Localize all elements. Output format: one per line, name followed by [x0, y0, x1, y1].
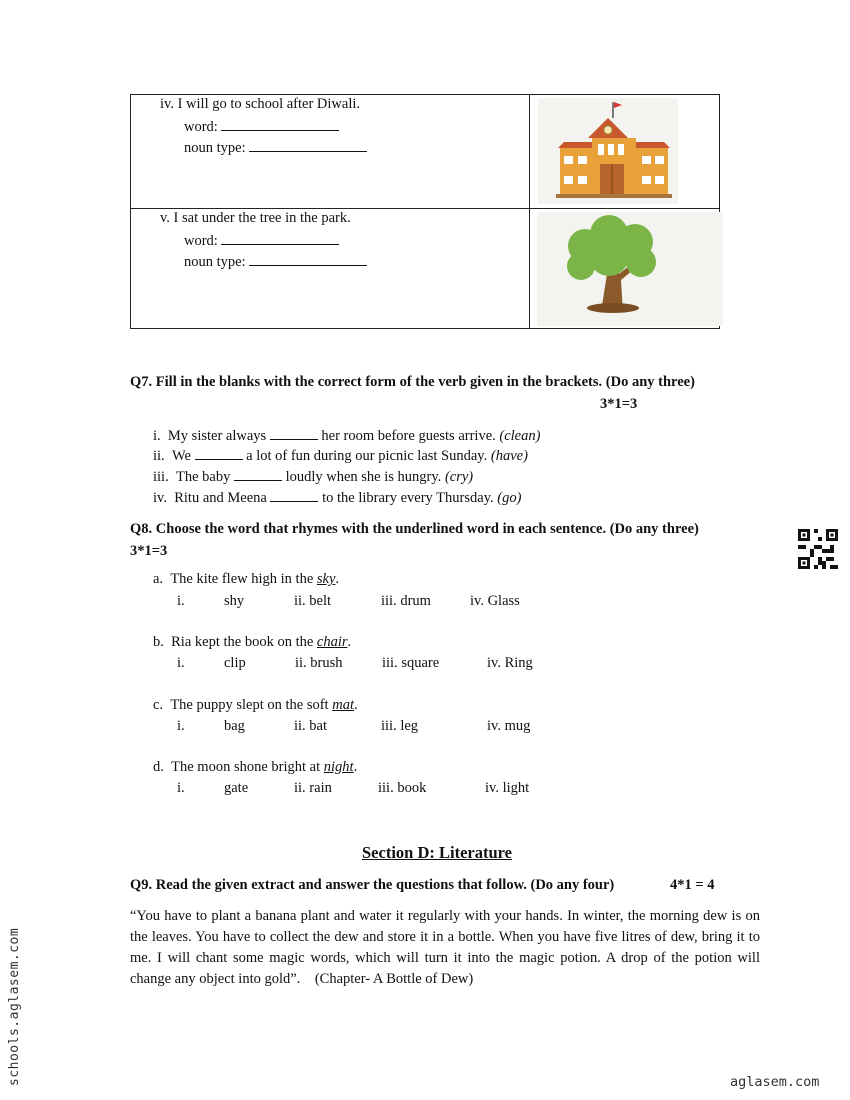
option[interactable]: iii. drum	[381, 593, 431, 609]
underlined-word: mat	[332, 697, 354, 713]
side-watermark: schools.aglasem.com	[7, 927, 22, 1086]
option[interactable]: iv. Glass	[470, 593, 520, 609]
option[interactable]: ii. bat	[294, 718, 328, 734]
extract-source: (Chapter- A Bottle of Dew)	[314, 971, 474, 987]
q8-item-a: a. The kite flew high in the sky.	[153, 571, 340, 587]
footer-watermark: aglasem.com	[730, 1074, 820, 1090]
q8-title: Q8. Choose the word that rhymes with the underlined word in each sentence. (Do any three)	[130, 521, 699, 537]
word-blank[interactable]	[221, 232, 339, 245]
q9-extract: “You have to plant a banana plant and water it regularly with your hands. In winter, the morning dew is on the leaves. You have to collect the dew and store it in a bottle. When you have five litres of dew, bring it to me. I will chant some magic words, which will turn it into the magic potion. A drop of the potion will change any object into gold”. (Chapter- A Bottle of Dew)	[130, 908, 760, 987]
verb-blank[interactable]	[270, 427, 318, 440]
q7-item-1: i. My sister always her room before guests arrive. (clean)	[153, 428, 541, 444]
verb-blank[interactable]	[270, 489, 318, 502]
q7-item-4: iv. Ritu and Meena to the library every Thursday. (go)	[153, 490, 522, 506]
option-label[interactable]: i.	[177, 718, 185, 734]
option-label[interactable]: i.	[177, 780, 185, 796]
table-row-sentence: iv. I will go to school after Diwali.	[160, 96, 361, 112]
q8-item-c: c. The puppy slept on the soft mat.	[153, 697, 358, 713]
option[interactable]: ii. brush	[295, 655, 343, 671]
option[interactable]: shy	[224, 593, 245, 609]
q9-title: Q9. Read the given extract and answer the questions that follow. (Do any four)	[130, 877, 615, 893]
qr-code-icon	[798, 529, 838, 569]
option-label[interactable]: i.	[177, 593, 185, 609]
option[interactable]: iii. book	[378, 780, 427, 796]
table-row-sentence: v. I sat under the tree in the park.	[160, 210, 351, 226]
tree-image	[537, 212, 723, 326]
option[interactable]: ii. rain	[294, 780, 332, 796]
underlined-word: chair	[316, 634, 348, 650]
q8-item-d: d. The moon shone bright at night.	[153, 759, 358, 775]
option[interactable]: bag	[224, 718, 245, 734]
section-heading: Section D: Literature	[362, 843, 512, 862]
table-row-divider	[131, 208, 719, 209]
q8-marks: 3*1=3	[130, 543, 168, 559]
q9-marks: 4*1 = 4	[670, 877, 715, 893]
option[interactable]: ii. belt	[294, 593, 332, 609]
option[interactable]: iv. Ring	[487, 655, 533, 671]
word-blank[interactable]	[221, 118, 339, 131]
q7-item-3: iii. The baby loudly when she is hungry. (cry)	[153, 469, 474, 485]
q7-title: Q7. Fill in the blanks with the correct form of the verb given in the brackets. (Do any three)	[130, 374, 695, 390]
school-building-image	[538, 98, 678, 204]
option[interactable]: iv. mug	[487, 718, 531, 734]
noun-type-line: noun type:	[184, 139, 367, 157]
noun-type-blank[interactable]	[249, 253, 367, 266]
underlined-word: sky	[316, 571, 336, 587]
word-line: word:	[184, 118, 339, 136]
option[interactable]: iii. leg	[381, 718, 419, 734]
q7-marks: 3*1=3	[600, 396, 638, 412]
option-label[interactable]: i.	[177, 655, 185, 671]
noun-type-blank[interactable]	[249, 139, 367, 152]
underlined-word: night	[323, 759, 354, 775]
q7-item-2: ii. We a lot of fun during our picnic last Sunday. (have)	[153, 448, 528, 464]
table-column-divider	[529, 95, 530, 328]
q8-item-b: b. Ria kept the book on the chair.	[153, 634, 352, 650]
option[interactable]: clip	[224, 655, 246, 671]
verb-blank[interactable]	[234, 468, 282, 481]
option[interactable]: iv. light	[485, 780, 530, 796]
word-line: word:	[184, 232, 339, 250]
option[interactable]: iii. square	[382, 655, 440, 671]
noun-type-line: noun type:	[184, 253, 367, 271]
verb-blank[interactable]	[195, 447, 243, 460]
option[interactable]: gate	[224, 780, 249, 796]
